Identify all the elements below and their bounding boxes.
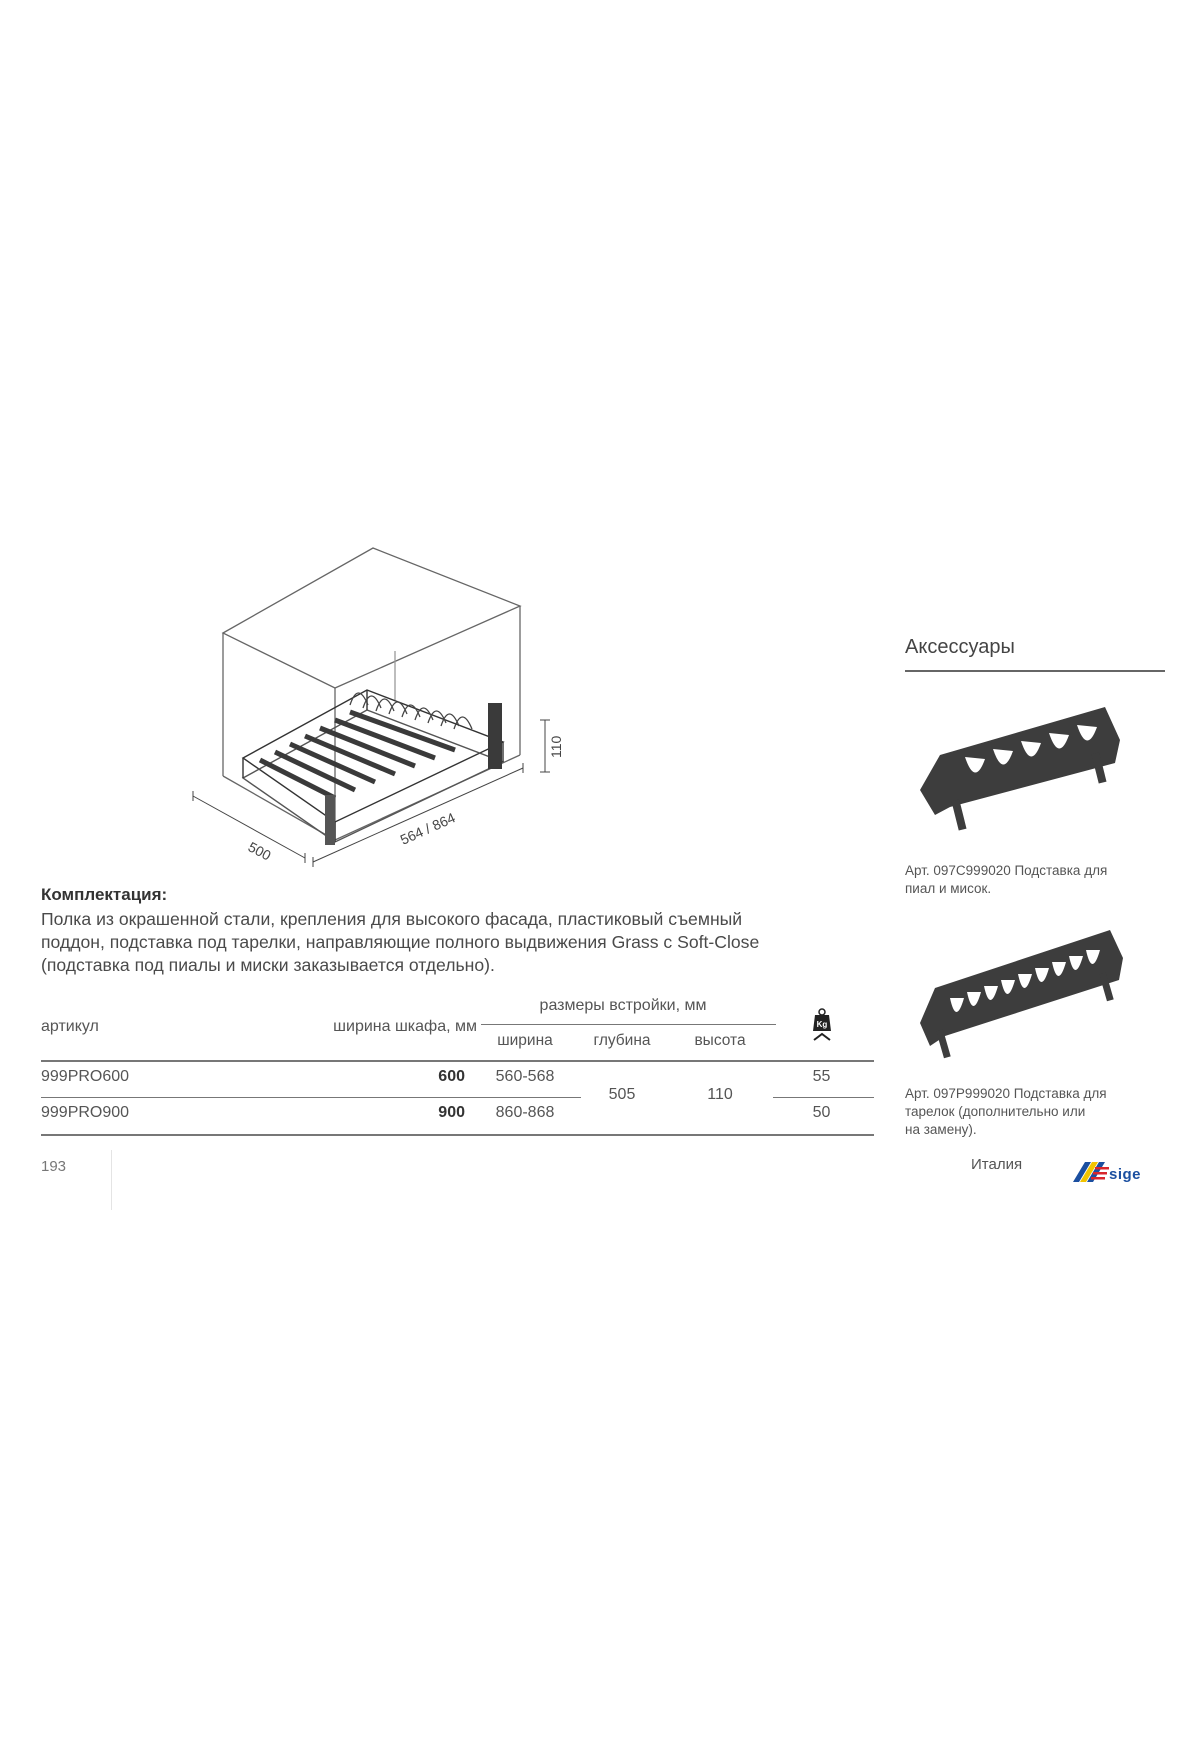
row-height: 110	[707, 1086, 733, 1103]
table-rule	[41, 1134, 874, 1136]
row-cabinet-width: 600	[438, 1068, 465, 1085]
page-margin-mark	[111, 1150, 112, 1210]
weight-icon-cell	[769, 995, 874, 1059]
page-number: 193	[41, 1158, 67, 1175]
plate-rack-image	[915, 918, 1135, 1068]
row-load: 55	[812, 1068, 831, 1085]
spec-line: (подставка под пиалы и миски заказывается отдельно).	[41, 955, 495, 975]
accessories-rule	[905, 670, 1165, 672]
table-rule	[773, 1097, 874, 1098]
logo-text: SIGE	[1109, 1166, 1142, 1183]
table-rule	[41, 1060, 874, 1062]
dim-length-label: 564 / 864	[397, 809, 458, 848]
row-width: 860-868	[495, 1104, 555, 1121]
header-width: ширина	[497, 1032, 553, 1049]
row-depth: 505	[608, 1086, 636, 1103]
sige-logo	[1071, 1158, 1161, 1190]
dim-height-label: 110	[548, 735, 564, 758]
header-cabinet-width: ширина шкафа, мм	[333, 1018, 477, 1035]
dim-width-label: 500	[245, 838, 274, 864]
cabinet-drawing	[185, 540, 565, 880]
accessory-caption	[905, 862, 1175, 898]
header-article: артикул	[41, 1018, 99, 1035]
row-cabinet-width: 900	[438, 1104, 465, 1121]
caption-line: Арт. 097P999020 Подставка для	[905, 1086, 1107, 1101]
header-sizes: размеры встройки, мм	[539, 997, 707, 1014]
table-rule	[41, 1097, 581, 1098]
accessory-caption	[905, 1085, 1175, 1139]
spec-line: поддон, подставка под тарелки, направляющие полного выдвижения Grass с Soft-Close	[41, 932, 760, 952]
spec-description	[41, 908, 861, 977]
caption-line: Арт. 097C999020 Подставка для	[905, 863, 1108, 878]
row-width: 560-568	[495, 1068, 555, 1085]
weight-icon	[811, 1007, 833, 1043]
caption-line: тарелок (дополнительно или	[905, 1104, 1086, 1119]
spec-line: Полка из окрашенной стали, крепления для высокого фасада, пластиковый съемный	[41, 909, 743, 929]
row-article: 999PRO900	[41, 1104, 130, 1121]
country-label: Италия	[971, 1156, 1023, 1173]
header-depth: глубина	[593, 1032, 651, 1049]
spec-title: Комплектация:	[41, 885, 168, 904]
accessories-title: Аксессуары	[905, 636, 1015, 658]
weight-icon-text: Kg	[816, 1019, 827, 1029]
spec-table	[41, 995, 874, 1131]
table-rule	[481, 1024, 776, 1025]
caption-line: пиал и мисок.	[905, 881, 992, 896]
row-article: 999PRO600	[41, 1068, 130, 1085]
header-height: высота	[694, 1032, 746, 1049]
table-row	[41, 1059, 874, 1095]
row-load: 50	[812, 1104, 831, 1121]
bowl-rack-image	[915, 695, 1135, 845]
caption-line: на замену).	[905, 1122, 977, 1137]
